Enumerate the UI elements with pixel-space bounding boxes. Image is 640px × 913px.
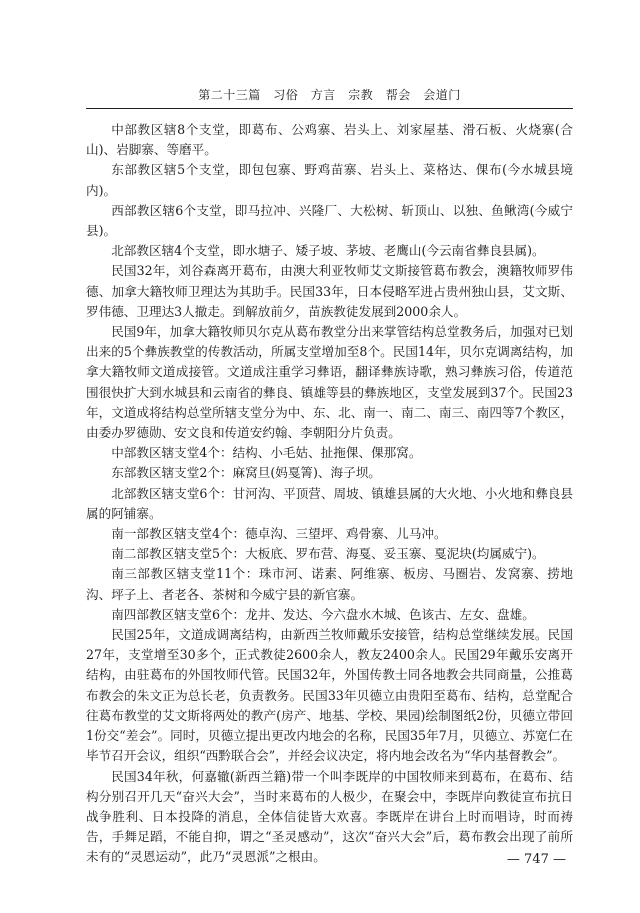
- paragraph-5: 民国32年，刘谷森离开葛布，由澳大利亚牧师艾文斯接管葛布教会，澳籍牧师罗伟德、加拿大籍牧师卫理达为其助手。民国33年，日本侵略军进占贵州独山县，艾文斯、罗伟德、卫理达3人撤走。到解放前夕，苗族教徒发展到2000余人。: [86, 263, 573, 319]
- paragraph-3: 西部教区辖6个支堂，即马拉冲、兴隆厂、大松树、斩顶山、以独、鱼鳅湾(今威宁县)。: [86, 202, 573, 239]
- paragraph-1: 中部教区辖8个支堂，即葛布、公鸡寨、岩头上、刘家屋基、滑石板、火烧寨(合山)、岩脚寨、等磨平。: [86, 122, 573, 158]
- body-text: [86, 120, 573, 868]
- paragraph-8: 东部教区辖支堂2个：麻窝旦(妈戛箐)、海子坝。: [111, 465, 381, 481]
- paragraph-7: 中部教区辖支堂4个：结构、小毛姑、扯拖倮、倮那窝。: [111, 445, 422, 461]
- running-header: 第二十三篇 习俗 方言 宗教 帮会 会道门: [198, 88, 461, 102]
- paragraph-4: 北部教区辖4个支堂，即水塘子、矮子坡、茅坡、老鹰山(今云南省彝良县属)。: [111, 243, 545, 259]
- paragraph-13: 南四部教区辖支堂6个：龙井、发达、今六盘水木城、色该古、左女、盘雄。: [111, 606, 535, 622]
- paragraph-12: 南三部教区辖支堂11个：珠市河、诺素、阿维寨、板房、马圈岩、发窝寨、捞地沟、坪子上、者老各、茶树和今威宁县的新官寨。: [86, 566, 573, 602]
- paragraph-6: 民国9年，加拿大籍牧师贝尔克从葛布教堂分出来掌管结构总堂教务后，加强对已划出来的5个彝族教堂的传教活动，所属支堂增加至8个。民国14年，贝尔克调离结构，加拿大籍牧师文道成接管。文道成注重学习彝语，翻译彝族诗歌，熟习彝族习俗，传道范围很快扩大到水城县和云南省的彝良、镇雄等县的彝族地区，支堂发展到37个。民国23年，文道成将结构总堂所辖支堂分为中、东、北、南一、南二、南三、南四等7个教区，由委办罗德勋、安文良和传道安约翰、李朝阳分片负责。: [86, 324, 573, 441]
- paragraph-14: 民国25年，文道成调离结构，由新西兰牧师戴乐安接管，结构总堂继续发展。民国27年，支堂增至30多个，正式教徒2600余人，教友2400余人。民国29年戴乐安离开结构，由驻葛布的外国牧师代管。民国32年，外国传教士同各地教会共同商量，公推葛布教会的朱文正为总长老，负责教务。民国33年贝德立由贵阳至葛布、结构，总堂配合往葛布教堂的艾文斯将两处的教产(房产、地基、学校、果园)绘制图纸2份，贝德立带回1份交“差会”。同时，贝德立提出更改内地会的名称，民国35年7月，贝德立、苏宽仁在毕节召开会议，组织“西黔联合会”，并经会议决定，将内地会改名为“华内基督教会”。: [86, 627, 573, 764]
- paragraph-11: 南二部教区辖支堂5个：大板底、罗布营、海戛、妥玉寨、戛泥块(均属威宁)。: [111, 546, 545, 562]
- paragraph-2: 东部教区辖5个支堂，即包包寨、野鸡苗寨、岩头上、菜格达、倮布(今水城县境内)。: [86, 162, 573, 198]
- header-rule: [86, 108, 573, 109]
- page-number: — 747 —: [506, 852, 566, 867]
- paragraph-10: 南一部教区辖支堂4个：德卓沟、三望坪、鸡骨寨、儿马冲。: [111, 526, 447, 542]
- paragraph-9: 北部教区辖支堂6个：甘河沟、平顶营、周坡、镇雄县属的大火地、小火地和彝良县属的阿铺寨。: [86, 485, 573, 521]
- paragraph-15: 民国34年秋，何嘉辙(新西兰籍)带一个叫李既岸的中国牧师来到葛布，在葛布、结构分别召开几天“奋兴大会”，当时来葛布的人极少，在聚会中，李既岸向教徒宣布抗日战争胜利、日本投降的消息，全体信徒皆大欢喜。李既岸在讲台上时而唱诗，时而祷告，手舞足蹈，不能自抑，谓之“圣灵感动”，这次“奋兴大会”后，葛布教会出现了前所未有的“灵恩运动”，此乃“灵恩派”之根由。: [86, 768, 573, 865]
